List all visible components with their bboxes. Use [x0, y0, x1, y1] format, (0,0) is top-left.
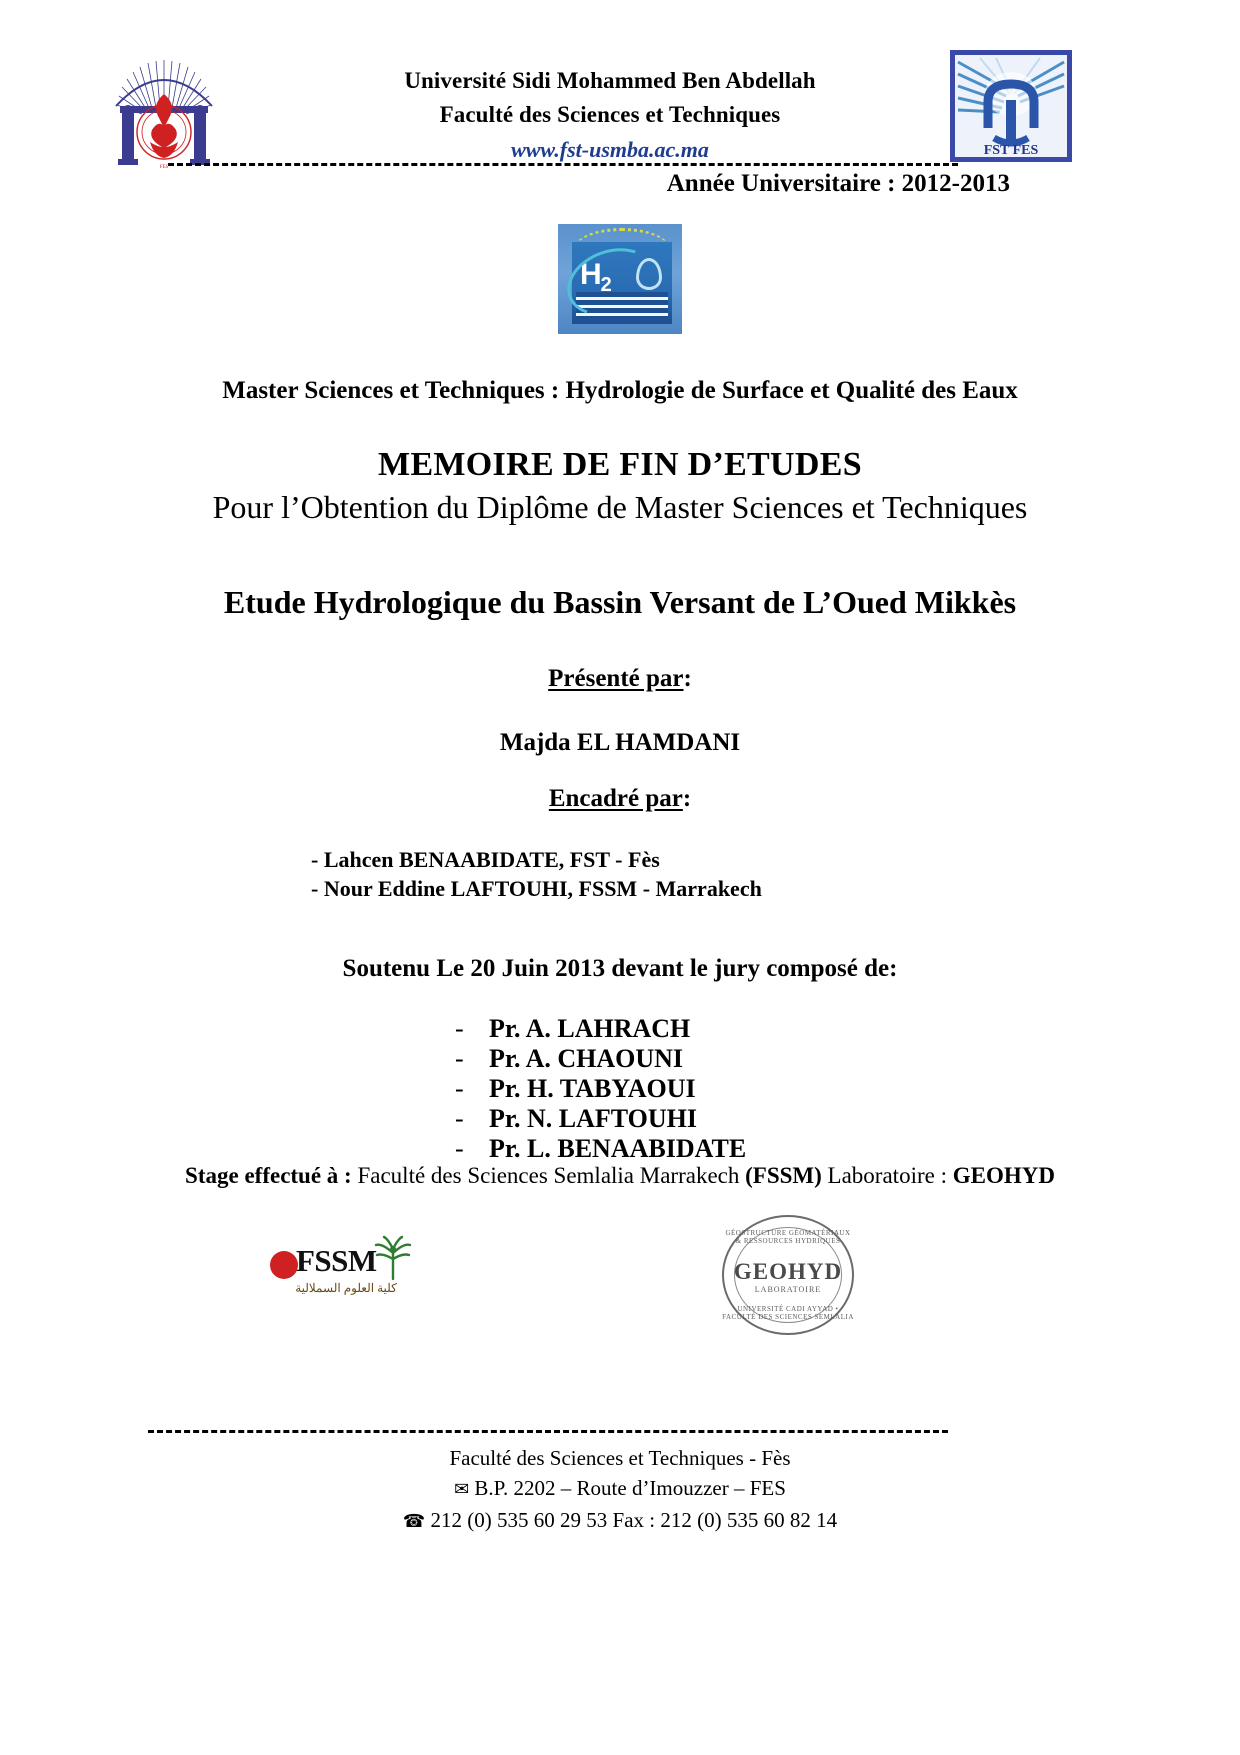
geohyd-logo-icon — [722, 1215, 854, 1335]
fssm-palm-leaf-icon — [374, 1235, 412, 1281]
supervised-by-label: Encadré par — [548, 785, 683, 812]
h2o-logo-icon — [558, 224, 682, 334]
list-item — [455, 1134, 785, 1164]
mail-icon: ✉ — [454, 1479, 470, 1500]
university-name: Université Sidi Mohammed Ben Abdellah — [404, 68, 816, 93]
fssm-logo-label: FSSM — [296, 1243, 377, 1278]
jury-member-name: Pr. H. TABYAOUI — [489, 1074, 696, 1103]
svg-text:FST FES: FST FES — [983, 143, 1039, 158]
supervised-by-colon: : — [682, 785, 692, 812]
jury-member-name: Pr. L. BENAABIDATE — [489, 1134, 747, 1163]
faculty-website[interactable]: www.fst-usmba.ac.ma — [511, 137, 709, 162]
fssm-logo-icon — [270, 1233, 420, 1305]
partner-logos — [0, 1215, 1240, 1335]
list-item — [455, 1014, 785, 1044]
footer-faculty: Faculté des Sciences et Techniques - Fès — [449, 1446, 791, 1470]
bullet-dash-icon: - — [455, 1044, 464, 1073]
presented-by-colon: : — [683, 665, 692, 692]
jury-member-name: Pr. N. LAFTOUHI — [489, 1104, 698, 1133]
list-item — [455, 1104, 785, 1134]
supervisor-list — [311, 845, 1011, 903]
footer-phone-line — [0, 1505, 1240, 1537]
geohyd-top-text: GÉOSTRUCTURE GÉOMATÉRIAUX & RESSOURCES HYDRIQUES — [725, 1229, 851, 1245]
h2o-logo-container — [0, 224, 1240, 334]
geohyd-bottom-text: UNIVERSITÉ CADI AYYAD • FACULTÉ DES SCIENCES SEMLALIA — [722, 1305, 854, 1321]
phone-icon: ☎ — [402, 1511, 426, 1532]
page-title: Etude Hydrologique du Bassin Versant de L’Oued Mikkès — [223, 584, 1017, 620]
internship-lab-name: GEOHYD — [952, 1163, 1055, 1188]
header-text-block — [280, 64, 940, 168]
document-type-title: MEMOIRE DE FIN D’ETUDES — [378, 446, 862, 483]
fst-fes-logo-icon — [950, 50, 1072, 162]
footer-address-line — [0, 1473, 1240, 1505]
geohyd-laboratoire-label: LABORATOIRE — [754, 1285, 822, 1294]
svg-text:FES: FES — [159, 165, 169, 170]
h2o-subscript-2: 2 — [600, 274, 611, 296]
internship-abbrev: (FSSM) — [745, 1163, 822, 1188]
jury-member-name: Pr. A. LAHRACH — [489, 1014, 691, 1043]
footer-phone: 212 (0) 535 60 29 53 Fax : 212 (0) 535 60 82 14 — [430, 1508, 838, 1532]
presented-by-label: Présenté par — [548, 665, 684, 692]
footer-address: B.P. 2202 – Route d’Imouzzer – FES — [474, 1476, 786, 1500]
footer-divider — [148, 1430, 948, 1433]
defense-date-line: Soutenu Le 20 Juin 2013 devant le jury composé de: — [342, 955, 898, 982]
bullet-dash-icon: - — [455, 1074, 464, 1103]
document-type-subtitle: Pour l’Obtention du Diplôme de Master Sciences et Techniques — [212, 489, 1028, 525]
internship-line — [0, 1163, 1240, 1189]
internship-lab-label: Laboratoire : — [827, 1163, 947, 1188]
list-item — [455, 1074, 785, 1104]
academic-year: Année Universitaire : 2012-2013 — [666, 170, 1010, 197]
h2o-letter-h: H — [580, 258, 601, 291]
geohyd-logo-label: GEOHYD — [733, 1259, 843, 1284]
usmba-university-seal-icon — [106, 46, 222, 172]
internship-place: Faculté des Sciences Semlalia Marrakech — [357, 1163, 740, 1188]
internship-label: Stage effectué à : — [185, 1163, 352, 1188]
bullet-dash-icon: - — [455, 1014, 464, 1043]
faculty-name: Faculté des Sciences et Techniques — [439, 102, 781, 127]
bullet-dash-icon: - — [455, 1104, 464, 1133]
author-name: Majda EL HAMDANI — [499, 729, 741, 756]
page-header — [100, 44, 1140, 174]
list-item: - Nour Eddine LAFTOUHI, FSSM - Marrakech — [311, 876, 762, 901]
bullet-dash-icon: - — [455, 1134, 464, 1163]
presented-by-heading — [0, 665, 1240, 693]
fssm-red-dot-icon — [270, 1251, 298, 1279]
list-item: - Lahcen BENAABIDATE, FST - Fès — [311, 847, 660, 872]
page-footer — [0, 1443, 1240, 1537]
jury-member-list — [0, 1014, 1240, 1164]
header-divider — [168, 163, 958, 166]
supervised-by-heading — [0, 785, 1240, 813]
list-item — [455, 1044, 785, 1074]
master-program-line: Master Sciences et Techniques : Hydrologie de Surface et Qualité des Eaux — [222, 377, 1018, 404]
jury-member-name: Pr. A. CHAOUNI — [489, 1044, 684, 1073]
fssm-arabic-label: كلية العلوم السملالية — [295, 1281, 397, 1295]
